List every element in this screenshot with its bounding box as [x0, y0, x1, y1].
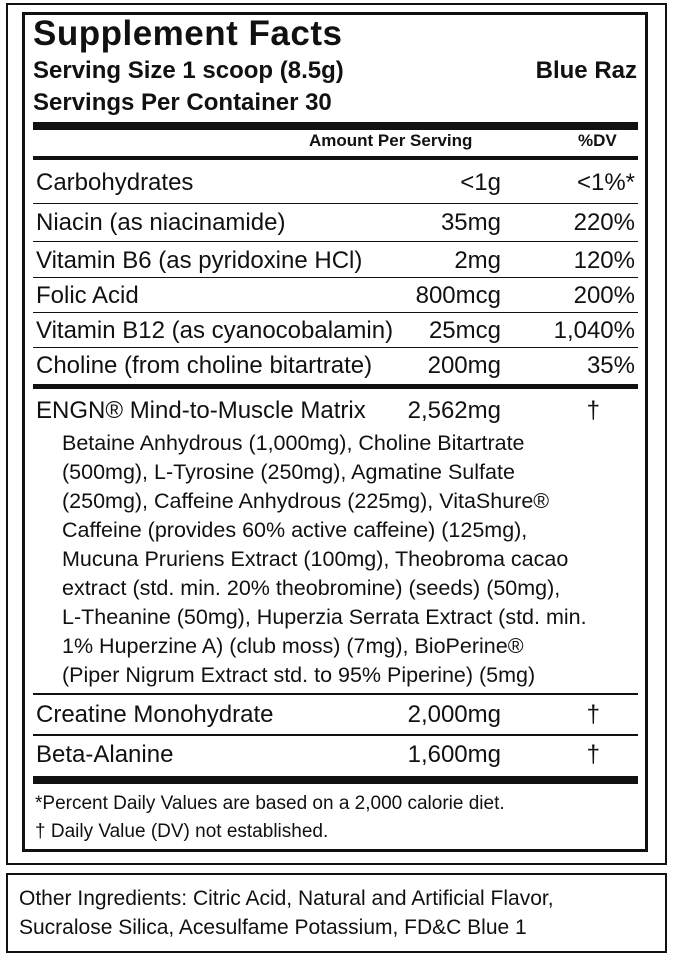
nutrient-row [33, 737, 638, 772]
row-divider [33, 203, 638, 204]
nutrient-row [33, 278, 638, 313]
blend-ingredient-line: L-Theanine (50mg), Huperzia Serrata Extract (std. min. [62, 605, 587, 629]
serving-size: Serving Size 1 scoop (8.5g) [33, 57, 344, 84]
blend-ingredient-line: (500mg), L-Tyrosine (250mg), Agmatine Sulfate [62, 460, 515, 484]
blend-ingredient-line: (Piper Nigrum Extract std. to 95% Piperine) (5mg) [62, 663, 536, 687]
nutrient-amount: 1,600mg [407, 741, 501, 768]
blend-ingredient-line: extract (std. min. 20% theobromine) (seeds) (50mg), [62, 576, 561, 600]
nutrient-dv: 200% [573, 282, 635, 309]
footnote-dv-not-established: † Daily Value (DV) not established. [35, 821, 329, 842]
blend-ingredient-line: Mucuna Pruriens Extract (100mg), Theobroma cacao [62, 547, 569, 571]
nutrient-amount: 2,000mg [407, 701, 501, 728]
nutrient-row [33, 348, 638, 383]
nutrient-row [33, 205, 638, 240]
nutrient-name: Carbohydrates [36, 169, 194, 196]
blend-row [33, 393, 638, 428]
blend-dv: † [586, 397, 600, 424]
thick-rule-bottom [33, 776, 638, 784]
column-header-amount: Amount Per Serving [309, 131, 473, 150]
row-divider [33, 241, 638, 242]
nutrient-row [33, 243, 638, 278]
nutrient-name: Creatine Monohydrate [36, 701, 274, 728]
blend-ingredient-line: Betaine Anhydrous (1,000mg), Choline Bitartrate [62, 431, 525, 455]
nutrient-dv: † [586, 701, 600, 728]
nutrient-amount: 25mcg [428, 317, 501, 344]
other-ingredients [19, 884, 649, 942]
nutrient-name: Vitamin B12 (as cyanocobalamin) [36, 317, 394, 344]
nutrient-amount: 35mg [440, 209, 501, 236]
column-header-dv: %DV [578, 131, 617, 150]
header-rule [33, 156, 638, 160]
nutrient-name: Beta-Alanine [36, 741, 174, 768]
nutrient-dv: 35% [586, 352, 635, 379]
nutrient-name: Folic Acid [36, 282, 139, 309]
row-divider [33, 693, 638, 695]
nutrient-dv: 1,040% [553, 317, 635, 344]
nutrient-dv: <1%* [576, 169, 635, 196]
other-ingredients-label: Other Ingredients: [19, 887, 188, 910]
label-title: Supplement Facts [33, 14, 343, 53]
nutrient-amount: 200mg [427, 352, 501, 379]
flavor-name: Blue Raz [535, 57, 637, 84]
nutrient-amount: <1g [460, 169, 501, 196]
nutrient-row [33, 313, 638, 348]
blend-amount: 2,562mg [407, 397, 501, 424]
blend-ingredient-line: (250mg), Caffeine Anhydrous (225mg), VitaShure® [62, 489, 550, 513]
nutrient-name: Niacin (as niacinamide) [36, 209, 286, 236]
nutrient-dv: † [586, 741, 600, 768]
nutrient-name: Choline (from choline bitartrate) [36, 352, 373, 379]
nutrient-row [33, 697, 638, 732]
nutrient-amount: 2mg [454, 247, 501, 274]
blend-ingredient-line: 1% Huperzine A) (club moss) (7mg), BioPerine® [62, 634, 524, 658]
nutrient-dv: 220% [573, 209, 635, 236]
row-divider [33, 734, 638, 736]
nutrient-dv: 120% [573, 247, 635, 274]
thick-rule-top [33, 122, 638, 130]
nutrient-row [33, 165, 638, 200]
blend-name: ENGN® Mind-to-Muscle Matrix [36, 397, 366, 424]
servings-per-container: Servings Per Container 30 [33, 89, 332, 116]
thick-rule-blend [33, 384, 638, 389]
nutrient-name: Vitamin B6 (as pyridoxine HCl) [36, 247, 363, 274]
blend-ingredient-line: Caffeine (provides 60% active caffeine) (125mg), [62, 518, 528, 542]
nutrient-amount: 800mcg [415, 282, 501, 309]
other-ingredients-list: Citric Acid, Natural and Artificial Flavor, Sucralose Silica, Acesulfame Potassium, FD&C Blue 1 [19, 887, 554, 939]
footnote-percent-dv: *Percent Daily Values are based on a 2,000 calorie diet. [35, 793, 505, 814]
